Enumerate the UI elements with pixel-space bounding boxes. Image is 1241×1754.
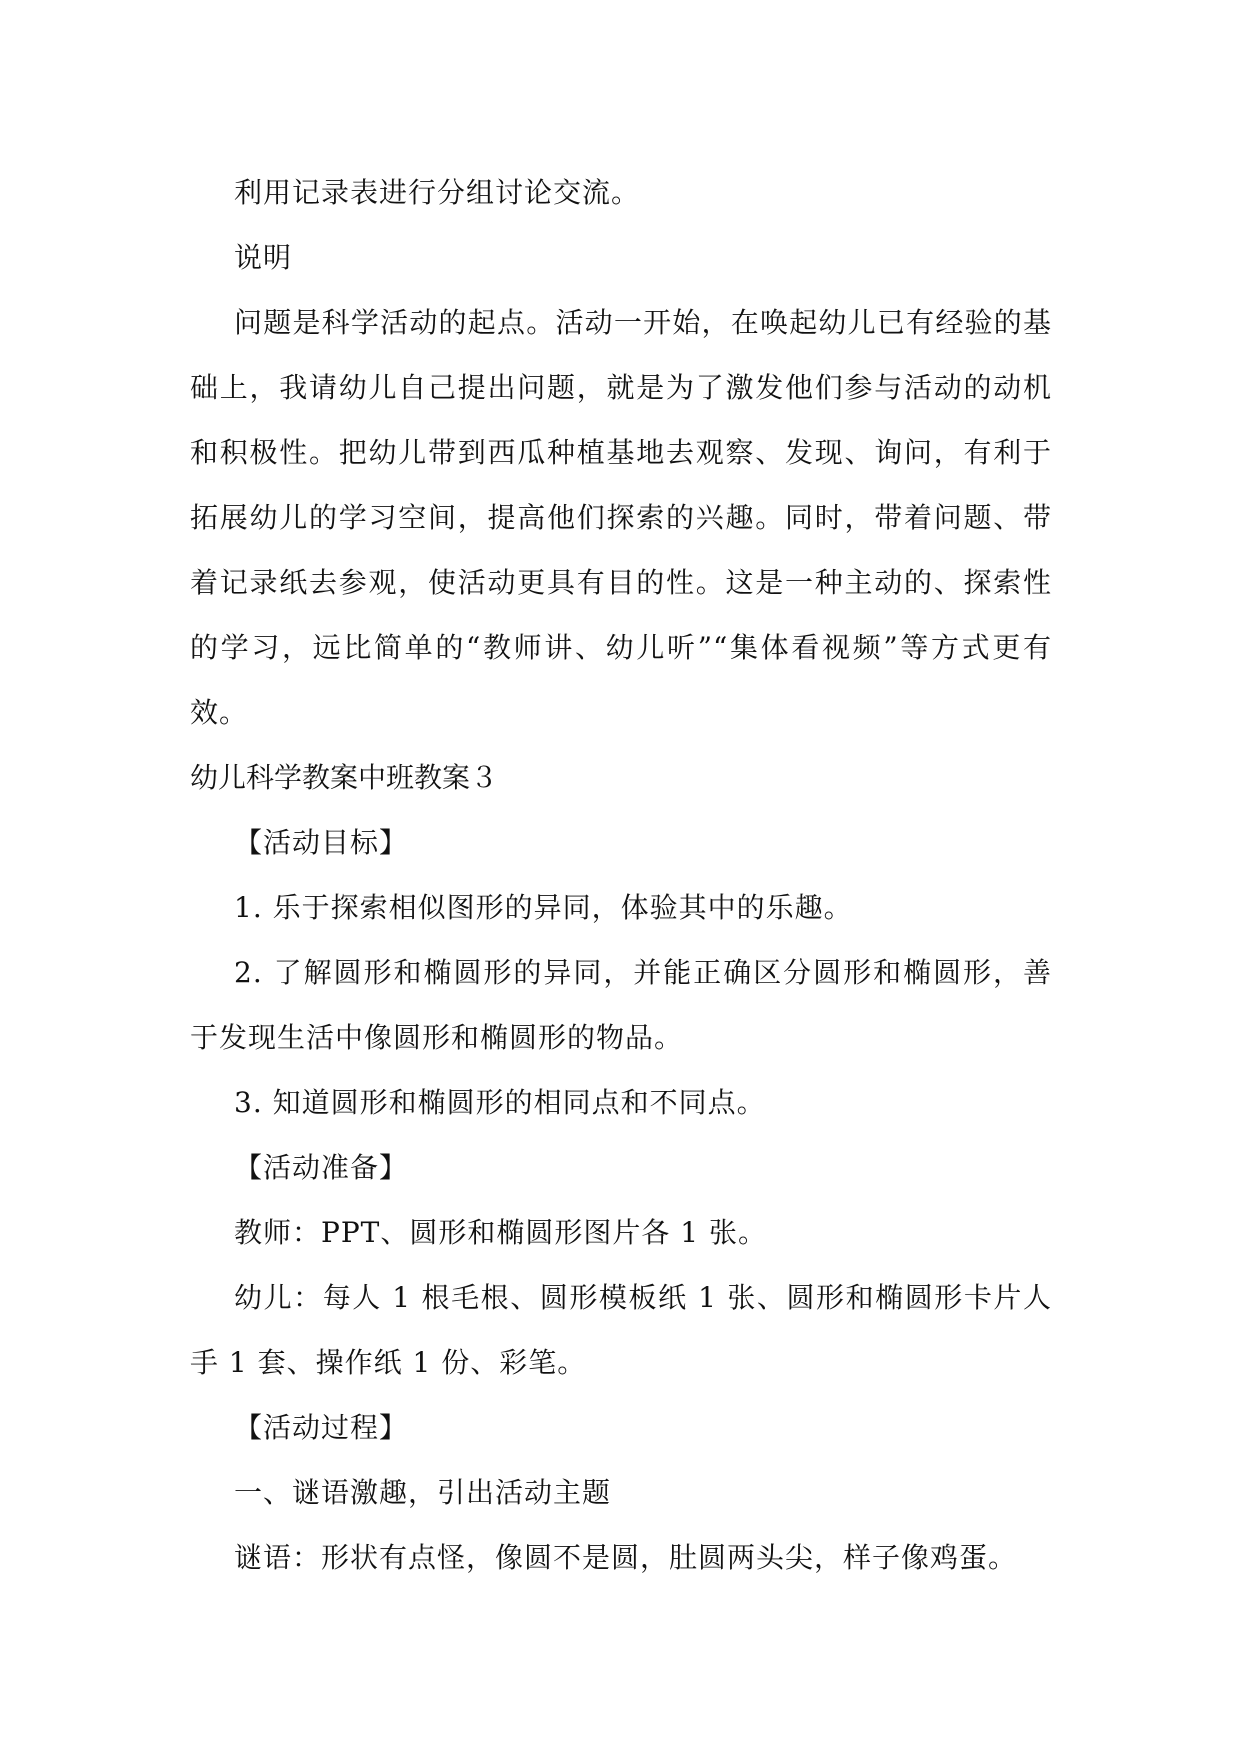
paragraph-explanation-body: 问题是科学活动的起点。活动一开始，在唤起幼儿已有经验的基础上，我请幼儿自己提出问题，就是为了激发他们参与活动的动机和积极性。把幼儿带到西瓜种植基地去观察、发现、询问，有利于拓展幼儿的学习空间，提高他们探索的兴趣。同时，带着问题、带着记录纸去参观，使活动更具有目的性。这是一种主动的、探索性的学习，远比简单的“教师讲、幼儿听”“集体看视频”等方式更有效。	[190, 306, 1052, 729]
prep-children: 幼儿：每人 1 根毛根、圆形模板纸 1 张、圆形和椭圆形卡片人手 1 套、操作纸 1 份、彩笔。	[190, 1281, 1052, 1379]
process-riddle: 谜语：形状有点怪，像圆不是圆，肚圆两头尖，样子像鸡蛋。	[234, 1541, 1018, 1574]
goal-item-2: 2. 了解圆形和椭圆形的异同，并能正确区分圆形和椭圆形，善于发现生活中像圆形和椭圆形的物品。	[190, 956, 1052, 1054]
goal-heading: 【活动目标】	[234, 826, 409, 859]
goal-item-1: 1. 乐于探索相似图形的异同，体验其中的乐趣。	[234, 891, 853, 924]
paragraph-record-table: 利用记录表进行分组讨论交流。	[234, 176, 641, 209]
process-heading: 【活动过程】	[234, 1411, 409, 1444]
prep-teacher: 教师：PPT、圆形和椭圆形图片各 1 张。	[234, 1216, 767, 1249]
prep-heading: 【活动准备】	[234, 1151, 409, 1184]
process-step-1: 一、谜语激趣，引出活动主题	[234, 1476, 612, 1509]
document-body	[190, 160, 1052, 1590]
section-title: 幼儿科学教案中班教案３	[190, 761, 499, 794]
goal-item-3: 3. 知道圆形和椭圆形的相同点和不同点。	[234, 1086, 766, 1119]
paragraph-explanation-heading: 说明	[234, 241, 293, 274]
